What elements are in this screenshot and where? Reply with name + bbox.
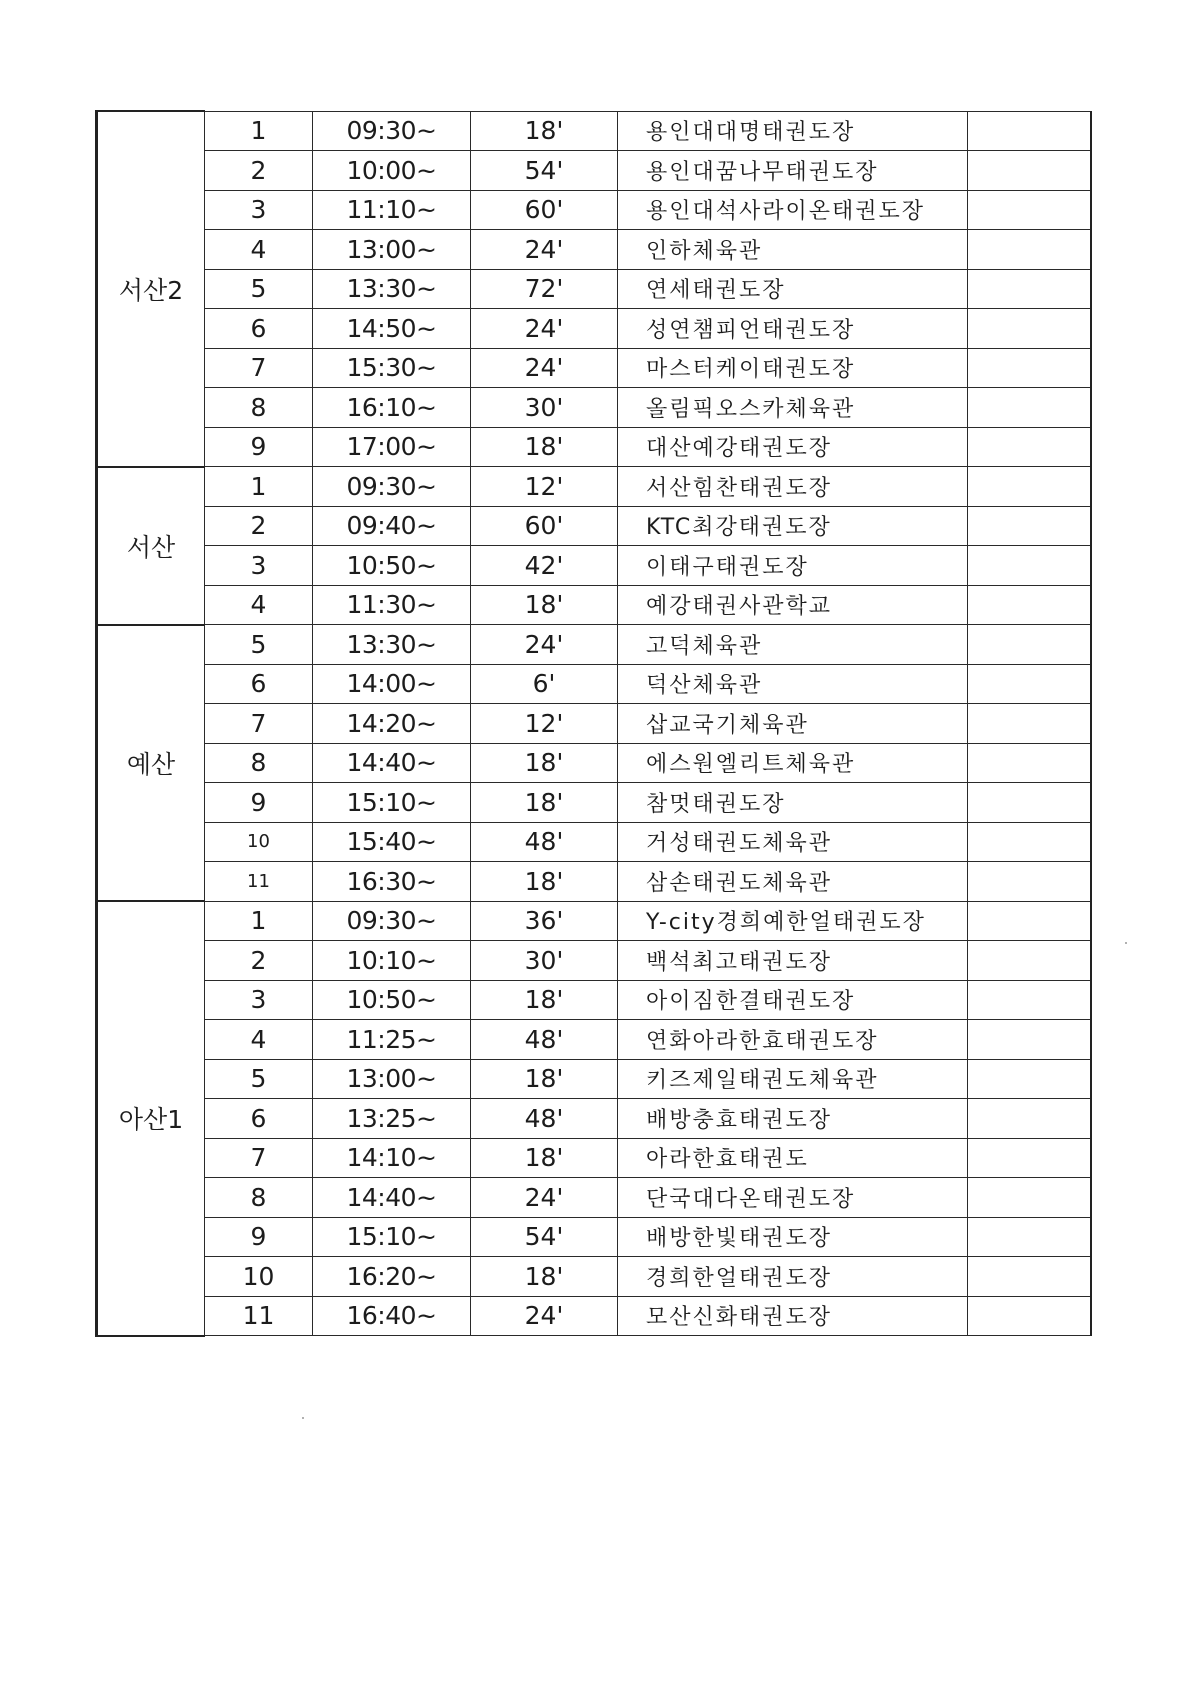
duration-cell: 48' — [471, 822, 618, 862]
table-row — [97, 743, 1091, 783]
duration-cell: 30' — [471, 941, 618, 981]
blank-cell — [968, 980, 1091, 1020]
start-time-cell: 13:00~ — [313, 1059, 471, 1099]
duration-cell: 18' — [471, 743, 618, 783]
venue-name-cell: 참멋태권도장 — [618, 783, 968, 823]
blank-cell — [968, 151, 1091, 191]
blank-cell — [968, 388, 1091, 428]
entry-number-cell: 8 — [205, 743, 313, 783]
entry-number-cell: 7 — [205, 1138, 313, 1178]
venue-name-cell: 용인대대명태권도장 — [618, 111, 968, 151]
venue-name-cell: 마스터케이태권도장 — [618, 348, 968, 388]
table-row — [97, 1257, 1091, 1297]
start-time-cell: 14:20~ — [313, 704, 471, 744]
duration-cell: 12' — [471, 467, 618, 507]
venue-name-cell: 인하체육관 — [618, 230, 968, 270]
entry-number-cell: 9 — [205, 1217, 313, 1257]
entry-number-cell: 2 — [205, 506, 313, 546]
entry-number-cell: 3 — [205, 980, 313, 1020]
table-row — [97, 1217, 1091, 1257]
table-row — [97, 1020, 1091, 1060]
duration-cell: 48' — [471, 1099, 618, 1139]
duration-cell: 48' — [471, 1020, 618, 1060]
start-time-cell: 16:10~ — [313, 388, 471, 428]
duration-cell: 54' — [471, 151, 618, 191]
venue-name-cell: 예강태권사관학교 — [618, 585, 968, 625]
start-time-cell: 14:50~ — [313, 309, 471, 349]
duration-cell: 18' — [471, 111, 618, 151]
blank-cell — [968, 1217, 1091, 1257]
venue-name-cell: 단국대다온태권도장 — [618, 1178, 968, 1218]
table-row — [97, 1138, 1091, 1178]
start-time-cell: 14:40~ — [313, 1178, 471, 1218]
entry-number-cell: 1 — [205, 111, 313, 151]
blank-cell — [968, 1257, 1091, 1297]
blank-cell — [968, 1178, 1091, 1218]
blank-cell — [968, 427, 1091, 467]
entry-number-cell: 10 — [205, 822, 313, 862]
duration-cell: 72' — [471, 269, 618, 309]
duration-cell: 60' — [471, 506, 618, 546]
start-time-cell: 13:30~ — [313, 625, 471, 665]
start-time-cell: 11:30~ — [313, 585, 471, 625]
venue-name-cell: 이태구태권도장 — [618, 546, 968, 586]
blank-cell — [968, 822, 1091, 862]
start-time-cell: 14:10~ — [313, 1138, 471, 1178]
venue-name-cell: 모산신화태권도장 — [618, 1296, 968, 1336]
blank-cell — [968, 901, 1091, 941]
blank-cell — [968, 1099, 1091, 1139]
table-row — [97, 664, 1091, 704]
region-cell: 서산 — [97, 467, 205, 625]
table-row — [97, 901, 1091, 941]
scan-speck — [302, 1417, 304, 1419]
blank-cell — [968, 1138, 1091, 1178]
schedule-table — [95, 110, 1092, 1337]
entry-number-cell: 6 — [205, 309, 313, 349]
entry-number-cell: 2 — [205, 941, 313, 981]
venue-name-cell: 경희한얼태권도장 — [618, 1257, 968, 1297]
entry-number-cell: 7 — [205, 348, 313, 388]
start-time-cell: 11:10~ — [313, 190, 471, 230]
duration-cell: 18' — [471, 862, 618, 902]
start-time-cell: 13:25~ — [313, 1099, 471, 1139]
table-row — [97, 348, 1091, 388]
entry-number-cell: 5 — [205, 1059, 313, 1099]
blank-cell — [968, 506, 1091, 546]
duration-cell: 18' — [471, 585, 618, 625]
venue-name-cell: 덕산체육관 — [618, 664, 968, 704]
entry-number-cell: 2 — [205, 151, 313, 191]
table-row — [97, 190, 1091, 230]
region-cell: 예산 — [97, 625, 205, 902]
duration-cell: 24' — [471, 1296, 618, 1336]
duration-cell: 18' — [471, 980, 618, 1020]
blank-cell — [968, 111, 1091, 151]
table-row — [97, 822, 1091, 862]
blank-cell — [968, 783, 1091, 823]
blank-cell — [968, 585, 1091, 625]
blank-cell — [968, 467, 1091, 507]
entry-number-cell: 6 — [205, 1099, 313, 1139]
start-time-cell: 09:30~ — [313, 111, 471, 151]
entry-number-cell: 10 — [205, 1257, 313, 1297]
duration-cell: 24' — [471, 230, 618, 270]
start-time-cell: 17:00~ — [313, 427, 471, 467]
blank-cell — [968, 348, 1091, 388]
entry-number-cell: 9 — [205, 427, 313, 467]
duration-cell: 24' — [471, 625, 618, 665]
start-time-cell: 11:25~ — [313, 1020, 471, 1060]
duration-cell: 30' — [471, 388, 618, 428]
venue-name-cell: 용인대꿈나무태권도장 — [618, 151, 968, 191]
start-time-cell: 14:40~ — [313, 743, 471, 783]
start-time-cell: 10:10~ — [313, 941, 471, 981]
venue-name-cell: 고덕체육관 — [618, 625, 968, 665]
venue-name-cell: 키즈제일태권도체육관 — [618, 1059, 968, 1099]
entry-number-cell: 1 — [205, 467, 313, 507]
blank-cell — [968, 743, 1091, 783]
venue-name-cell: 성연챔피언태권도장 — [618, 309, 968, 349]
start-time-cell: 13:30~ — [313, 269, 471, 309]
duration-cell: 60' — [471, 190, 618, 230]
blank-cell — [968, 1059, 1091, 1099]
entry-number-cell: 8 — [205, 388, 313, 428]
table-row — [97, 1296, 1091, 1336]
table-row — [97, 1099, 1091, 1139]
duration-cell: 18' — [471, 427, 618, 467]
start-time-cell: 16:40~ — [313, 1296, 471, 1336]
venue-name-cell: 삽교국기체육관 — [618, 704, 968, 744]
entry-number-cell: 9 — [205, 783, 313, 823]
start-time-cell: 09:40~ — [313, 506, 471, 546]
blank-cell — [968, 625, 1091, 665]
venue-name-cell: KTC최강태권도장 — [618, 506, 968, 546]
table-row — [97, 269, 1091, 309]
table-row — [97, 1059, 1091, 1099]
region-cell: 서산2 — [97, 111, 205, 467]
venue-name-cell: 백석최고태권도장 — [618, 941, 968, 981]
venue-name-cell: 대산예강태권도장 — [618, 427, 968, 467]
start-time-cell: 10:00~ — [313, 151, 471, 191]
start-time-cell: 15:40~ — [313, 822, 471, 862]
start-time-cell: 09:30~ — [313, 901, 471, 941]
entry-number-cell: 3 — [205, 546, 313, 586]
start-time-cell: 15:30~ — [313, 348, 471, 388]
start-time-cell: 16:30~ — [313, 862, 471, 902]
entry-number-cell: 8 — [205, 1178, 313, 1218]
entry-number-cell: 4 — [205, 585, 313, 625]
region-cell: 아산1 — [97, 901, 205, 1336]
start-time-cell: 13:00~ — [313, 230, 471, 270]
table-row — [97, 467, 1091, 507]
start-time-cell: 14:00~ — [313, 664, 471, 704]
entry-number-cell: 4 — [205, 230, 313, 270]
blank-cell — [968, 1020, 1091, 1060]
blank-cell — [968, 862, 1091, 902]
venue-name-cell: 배방한빛태권도장 — [618, 1217, 968, 1257]
venue-name-cell: 아라한효태권도 — [618, 1138, 968, 1178]
entry-number-cell: 7 — [205, 704, 313, 744]
venue-name-cell: 용인대석사라이온태권도장 — [618, 190, 968, 230]
table-row — [97, 309, 1091, 349]
entry-number-cell: 6 — [205, 664, 313, 704]
duration-cell: 18' — [471, 1257, 618, 1297]
blank-cell — [968, 546, 1091, 586]
table-row — [97, 704, 1091, 744]
duration-cell: 18' — [471, 783, 618, 823]
blank-cell — [968, 1296, 1091, 1336]
venue-name-cell: 에스원엘리트체육관 — [618, 743, 968, 783]
table-row — [97, 506, 1091, 546]
venue-name-cell: 올림픽오스카체육관 — [618, 388, 968, 428]
table-row — [97, 862, 1091, 902]
blank-cell — [968, 704, 1091, 744]
start-time-cell: 09:30~ — [313, 467, 471, 507]
blank-cell — [968, 269, 1091, 309]
venue-name-cell: 연화아라한효태권도장 — [618, 1020, 968, 1060]
entry-number-cell: 3 — [205, 190, 313, 230]
venue-name-cell: 아이짐한결태권도장 — [618, 980, 968, 1020]
entry-number-cell: 5 — [205, 269, 313, 309]
table-row — [97, 941, 1091, 981]
table-row — [97, 783, 1091, 823]
scan-speck — [1125, 942, 1127, 944]
start-time-cell: 16:20~ — [313, 1257, 471, 1297]
duration-cell: 24' — [471, 1178, 618, 1218]
venue-name-cell: 삼손태권도체육관 — [618, 862, 968, 902]
venue-name-cell: 거성태권도체육관 — [618, 822, 968, 862]
schedule-body — [97, 111, 1091, 1336]
blank-cell — [968, 941, 1091, 981]
duration-cell: 6' — [471, 664, 618, 704]
duration-cell: 42' — [471, 546, 618, 586]
entry-number-cell: 1 — [205, 901, 313, 941]
start-time-cell: 10:50~ — [313, 980, 471, 1020]
table-row — [97, 111, 1091, 151]
table-row — [97, 151, 1091, 191]
table-row — [97, 230, 1091, 270]
entry-number-cell: 4 — [205, 1020, 313, 1060]
blank-cell — [968, 309, 1091, 349]
blank-cell — [968, 190, 1091, 230]
duration-cell: 24' — [471, 309, 618, 349]
entry-number-cell: 11 — [205, 862, 313, 902]
table-row — [97, 585, 1091, 625]
table-row — [97, 625, 1091, 665]
table-row — [97, 980, 1091, 1020]
start-time-cell: 15:10~ — [313, 1217, 471, 1257]
duration-cell: 18' — [471, 1138, 618, 1178]
duration-cell: 54' — [471, 1217, 618, 1257]
start-time-cell: 15:10~ — [313, 783, 471, 823]
duration-cell: 36' — [471, 901, 618, 941]
duration-cell: 12' — [471, 704, 618, 744]
venue-name-cell: 연세태권도장 — [618, 269, 968, 309]
table-row — [97, 546, 1091, 586]
table-row — [97, 1178, 1091, 1218]
blank-cell — [968, 664, 1091, 704]
entry-number-cell: 11 — [205, 1296, 313, 1336]
entry-number-cell: 5 — [205, 625, 313, 665]
venue-name-cell: 서산힘찬태권도장 — [618, 467, 968, 507]
duration-cell: 18' — [471, 1059, 618, 1099]
start-time-cell: 10:50~ — [313, 546, 471, 586]
duration-cell: 24' — [471, 348, 618, 388]
blank-cell — [968, 230, 1091, 270]
table-row — [97, 427, 1091, 467]
venue-name-cell: Y-city경희예한얼태권도장 — [618, 901, 968, 941]
table-row — [97, 388, 1091, 428]
venue-name-cell: 배방충효태권도장 — [618, 1099, 968, 1139]
